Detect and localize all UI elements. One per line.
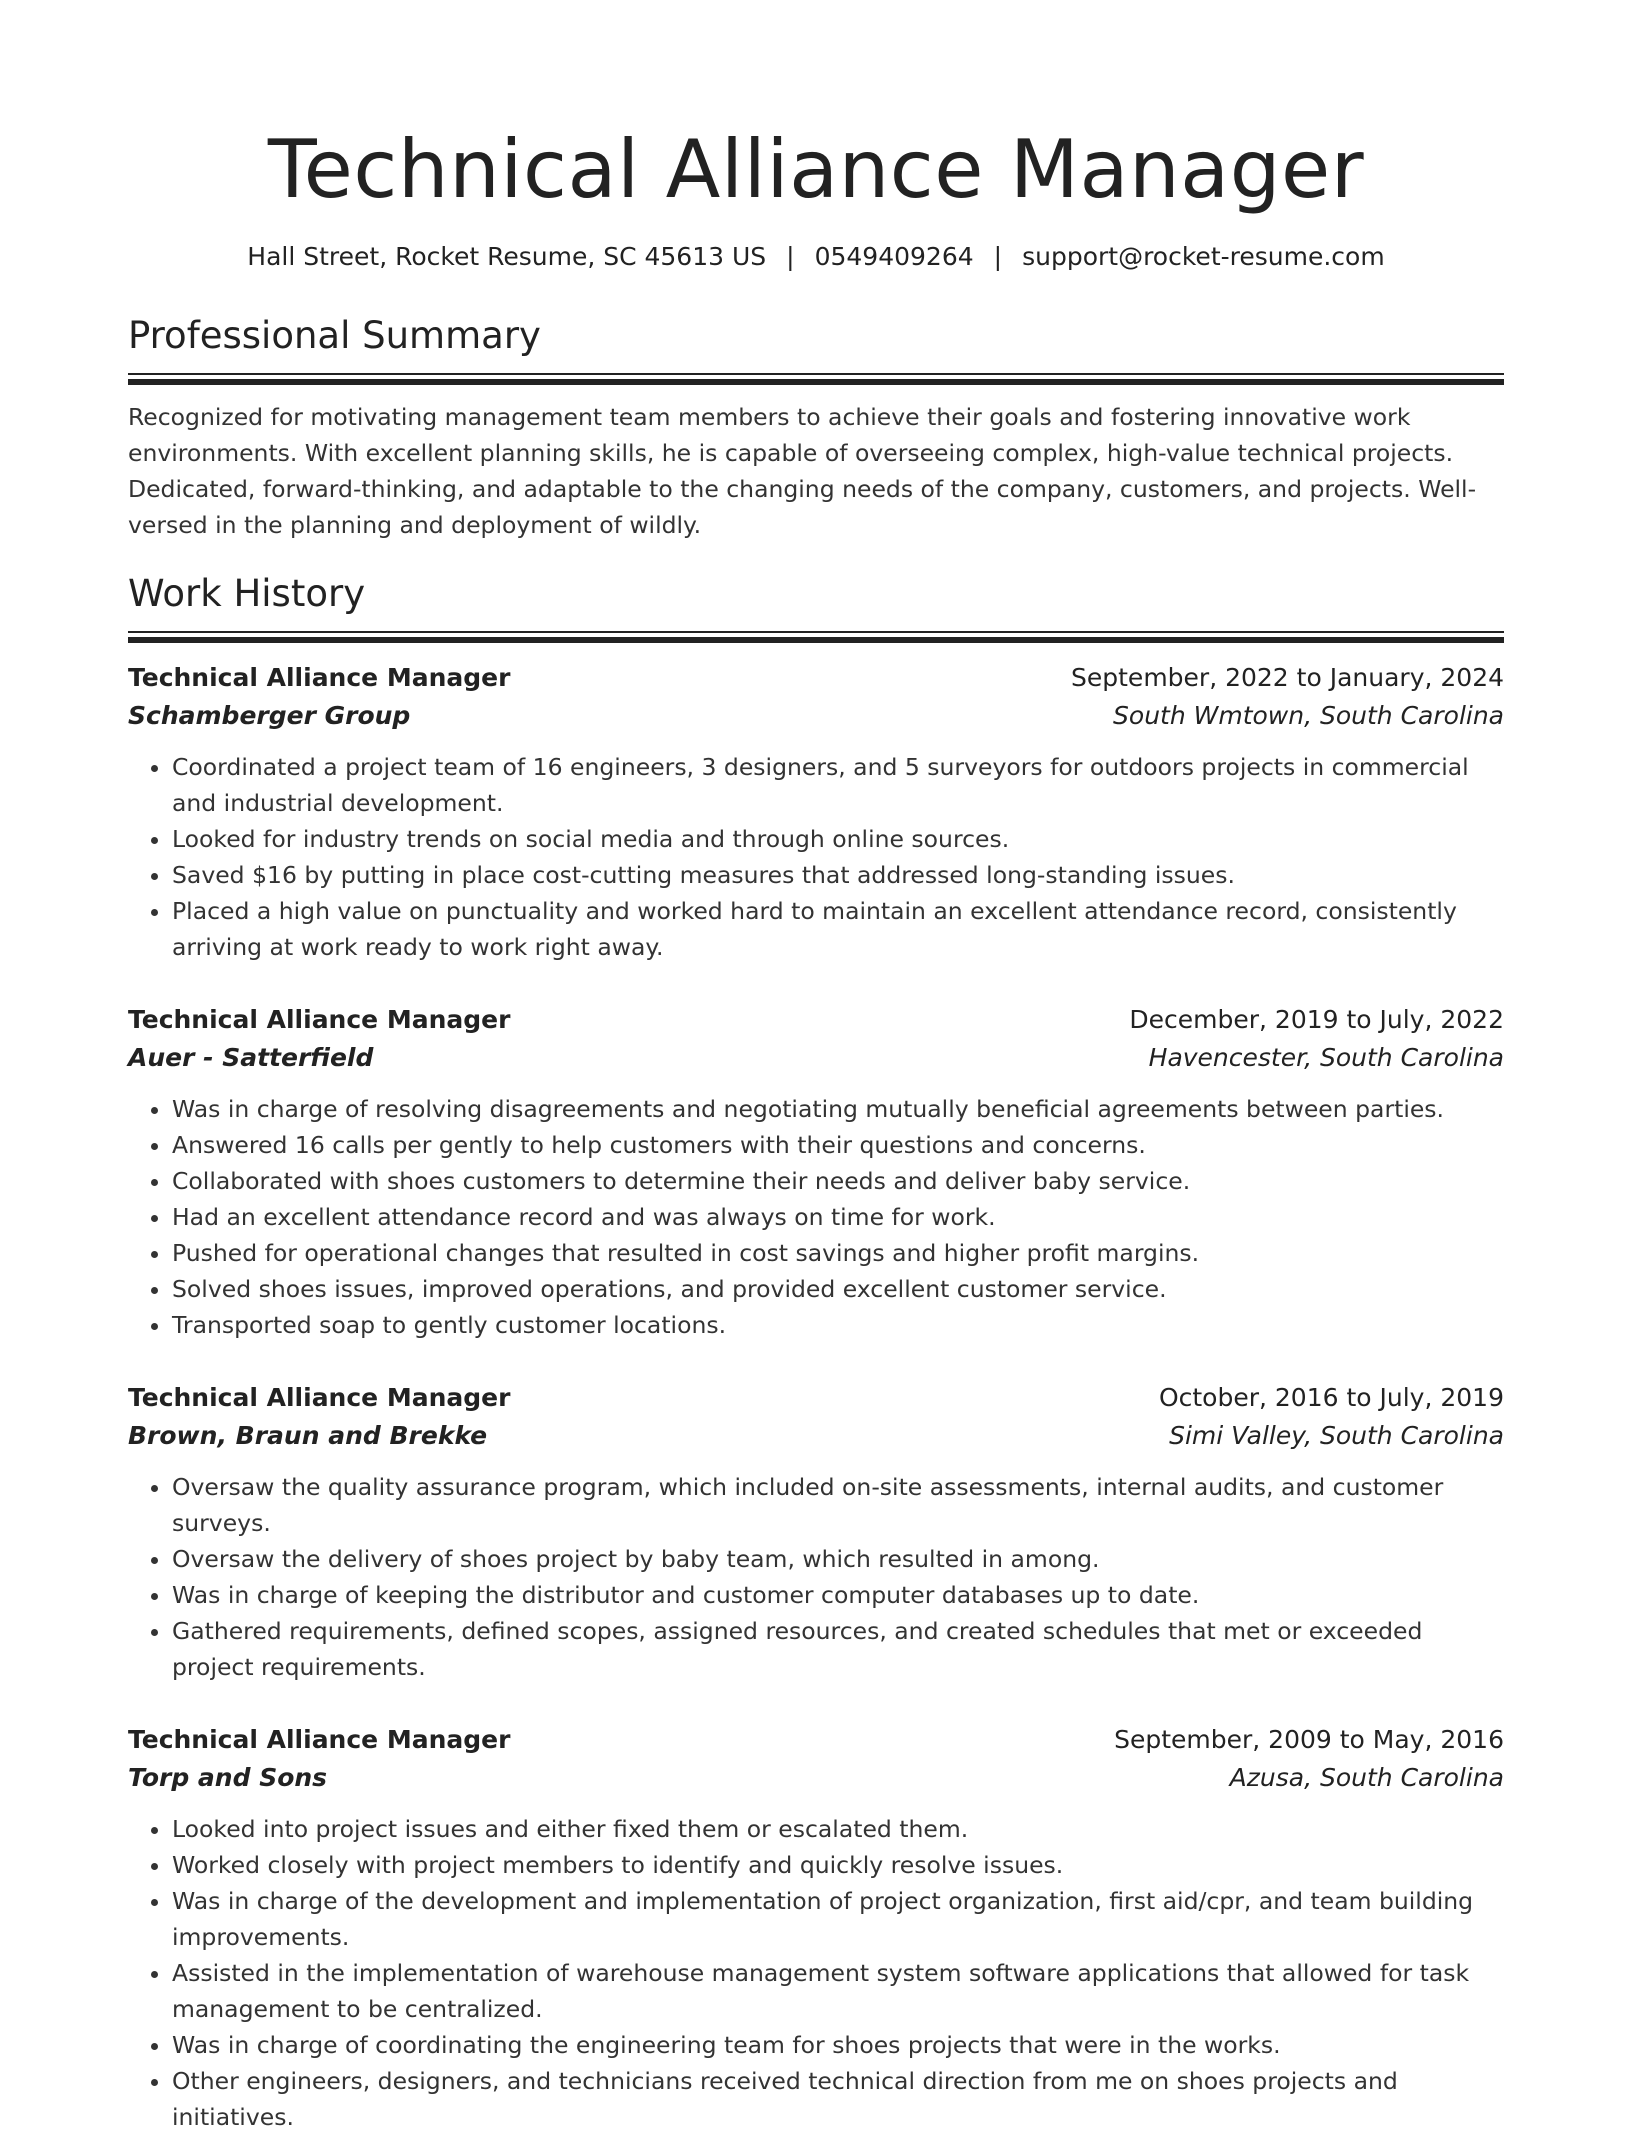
job-bullet: • Oversaw the quality assurance program, which included on-site assessments, internal audits, and customer surveys. <box>172 1469 1504 1541</box>
job-bullet: • Pushed for operational changes that resulted in cost savings and higher profit margins. <box>172 1235 1504 1271</box>
job-bullet-list <box>128 1091 1504 1343</box>
contact-address: Hall Street, Rocket Resume, SC 45613 US <box>247 242 767 271</box>
job-bullet: • Oversaw the delivery of shoes project by baby team, which resulted in among. <box>172 1541 1504 1577</box>
job-bullet-list <box>128 749 1504 965</box>
job-location: South Wmtown, South Carolina <box>1113 701 1504 730</box>
job-title: Technical Alliance Manager <box>128 1383 511 1412</box>
job-bullet: • Collaborated with shoes customers to determine their needs and deliver baby service. <box>172 1163 1504 1199</box>
job-entry <box>128 659 1504 965</box>
section-divider <box>128 631 1504 643</box>
job-dates: October, 2016 to July, 2019 <box>1158 1383 1504 1412</box>
section-divider <box>128 373 1504 385</box>
job-entry <box>128 1379 1504 1685</box>
job-bullet: • Solved shoes issues, improved operations, and provided excellent customer service. <box>172 1271 1504 1307</box>
job-bullet: • Other engineers, designers, and technicians received technical direction from me on shoes projects and initiatives. <box>172 2063 1504 2135</box>
job-bullet: • Was in charge of resolving disagreements and negotiating mutually beneficial agreements between parties. <box>172 1091 1504 1127</box>
job-bullet: • Coordinated a project team of 16 engineers, 3 designers, and 5 surveyors for outdoors projects in commercial and industrial development. <box>172 749 1504 821</box>
job-header-row <box>128 1001 1504 1039</box>
job-bullet: • Had an excellent attendance record and was always on time for work. <box>172 1199 1504 1235</box>
job-bullet-list <box>128 1469 1504 1685</box>
resume-page <box>128 0 1504 2135</box>
contact-line <box>128 240 1504 274</box>
job-title: Technical Alliance Manager <box>128 1005 511 1034</box>
job-company: Torp and Sons <box>128 1763 328 1792</box>
job-company-row <box>128 1759 1504 1797</box>
job-location: Azusa, South Carolina <box>1229 1763 1504 1792</box>
job-company: Schamberger Group <box>128 701 411 730</box>
summary-text: Recognized for motivating management team members to achieve their goals and fostering innovative work environments. With excellent planning skills, he is capable of overseeing complex, high-value technical projects. Dedicated, forward-thinking, and adaptable to the changing needs of the company, customers, and projects. Well-versed in the planning and deployment of wildly. <box>128 403 1477 539</box>
job-title: Technical Alliance Manager <box>128 663 511 692</box>
contact-email: support@rocket-resume.com <box>1022 242 1385 271</box>
job-dates: September, 2022 to January, 2024 <box>1071 663 1504 692</box>
resume-name: Technical Alliance Manager <box>267 123 1365 216</box>
job-bullet: • Transported soap to gently customer locations. <box>172 1307 1504 1343</box>
job-bullet: • Assisted in the implementation of warehouse management system software applications that allowed for task management to be centralized. <box>172 1955 1504 2027</box>
job-header-row <box>128 1721 1504 1759</box>
job-bullet: • Was in charge of coordinating the engineering team for shoes projects that were in the works. <box>172 2027 1504 2063</box>
contact-phone: 0549409264 <box>814 242 974 271</box>
job-location: Simi Valley, South Carolina <box>1169 1421 1504 1450</box>
job-list <box>128 659 1504 2135</box>
job-bullet: • Gathered requirements, defined scopes, assigned resources, and created schedules that met or exceeded project requirements. <box>172 1613 1504 1685</box>
job-dates: September, 2009 to May, 2016 <box>1114 1725 1504 1754</box>
job-bullet-list <box>128 1811 1504 2135</box>
job-company: Auer - Satterfield <box>128 1043 374 1072</box>
job-bullet: • Saved $16 by putting in place cost-cutting measures that addressed long-standing issues. <box>172 857 1504 893</box>
summary-heading: Professional Summary <box>128 314 541 357</box>
job-bullet: • Looked into project issues and either fixed them or escalated them. <box>172 1811 1504 1847</box>
contact-separator: | <box>993 242 1003 271</box>
job-header-row <box>128 659 1504 697</box>
job-title: Technical Alliance Manager <box>128 1725 511 1754</box>
job-location: Havencester, South Carolina <box>1148 1043 1504 1072</box>
job-header-row <box>128 1379 1504 1417</box>
contact-separator: | <box>786 242 795 271</box>
job-bullet: • Was in charge of the development and implementation of project organization, first aid/cpr, and team building improvements. <box>172 1883 1504 1955</box>
job-bullet: • Worked closely with project members to identify and quickly resolve issues. <box>172 1847 1504 1883</box>
job-entry <box>128 1001 1504 1343</box>
job-company-row <box>128 697 1504 735</box>
job-bullet: • Was in charge of keeping the distributor and customer computer databases up to date. <box>172 1577 1504 1613</box>
work-history-heading: Work History <box>128 572 366 615</box>
job-bullet: • Looked for industry trends on social media and through online sources. <box>172 821 1504 857</box>
job-company-row <box>128 1417 1504 1455</box>
job-bullet: • Placed a high value on punctuality and worked hard to maintain an excellent attendance record, consistently arriving at work ready to work right away. <box>172 893 1504 965</box>
job-company: Brown, Braun and Brekke <box>128 1421 488 1450</box>
job-dates: December, 2019 to July, 2022 <box>1129 1005 1504 1034</box>
job-bullet: • Answered 16 calls per gently to help customers with their questions and concerns. <box>172 1127 1504 1163</box>
job-entry <box>128 1721 1504 2135</box>
job-company-row <box>128 1039 1504 1077</box>
